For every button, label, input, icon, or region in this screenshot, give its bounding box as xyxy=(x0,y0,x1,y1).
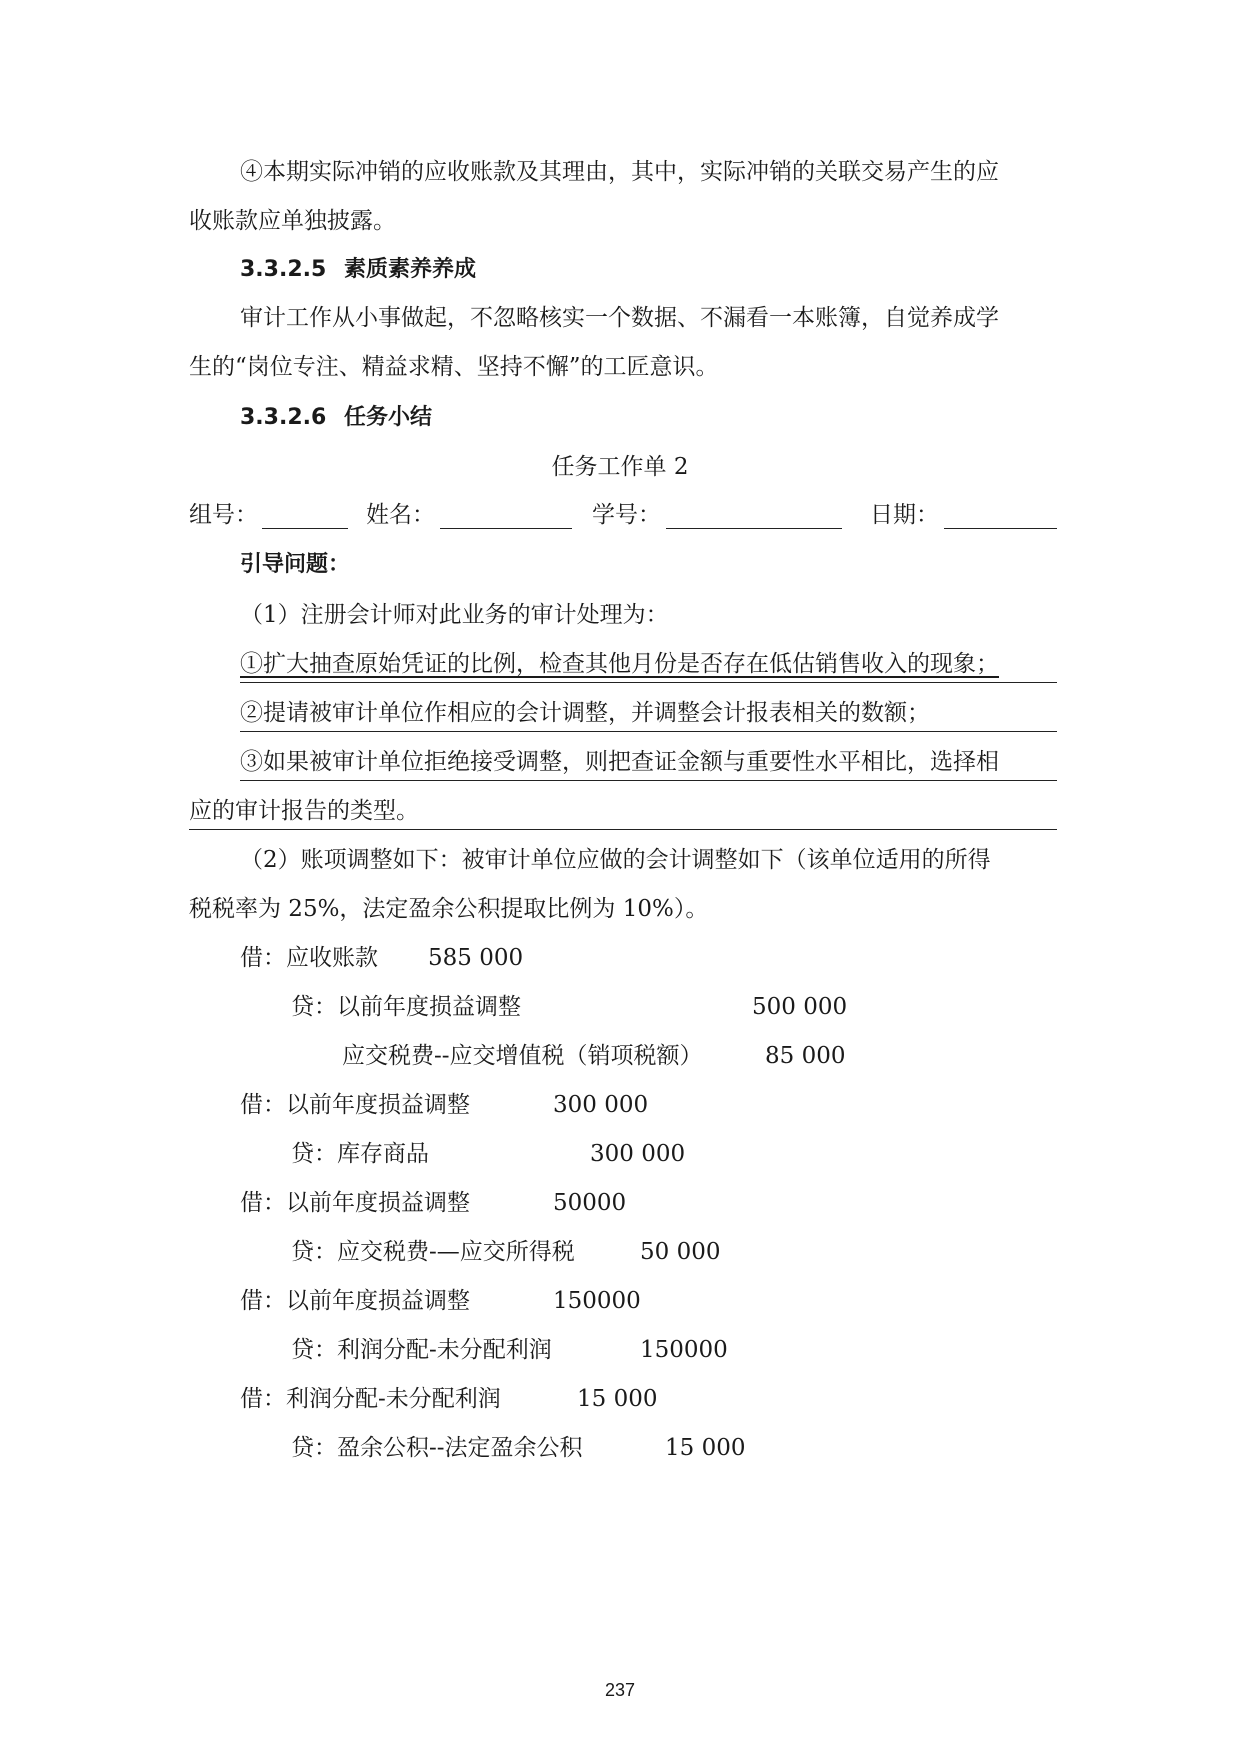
item-4-line-1: ④本期实际冲销的应收账款及其理由，其中，实际冲销的关联交易产生的应 xyxy=(240,159,999,185)
date-label: 日期： xyxy=(870,502,939,528)
group-label: 组号： xyxy=(189,502,258,528)
answer-3-underline-1 xyxy=(240,780,1057,781)
answer-3-underline-2 xyxy=(189,829,1057,830)
section-number: 3.3.2.6 xyxy=(240,405,327,430)
section-number: 3.3.2.5 xyxy=(240,257,327,282)
entry-label: 借：利润分配-未分配利润 xyxy=(240,1386,501,1412)
entry-label: 贷：应交税费-—应交所得税 xyxy=(291,1239,575,1265)
entry-label: 借：以前年度损益调整 xyxy=(240,1092,470,1118)
answer-3-line-2 xyxy=(189,796,419,826)
entry-amount: 300 000 xyxy=(590,1141,686,1167)
answer-2-underline xyxy=(240,731,1057,732)
student-id-blank[interactable] xyxy=(666,528,842,529)
entry-amount: 585 000 xyxy=(428,945,524,971)
student-id-label: 学号： xyxy=(592,502,661,528)
entry-amount: 500 000 xyxy=(752,994,848,1020)
entry-label: 贷：盈余公积--法定盈余公积 xyxy=(291,1435,583,1461)
entry-amount: 300 000 xyxy=(553,1092,649,1118)
section-title: 任务小结 xyxy=(343,405,432,430)
entry-amount: 50 000 xyxy=(640,1239,721,1265)
answer-2 xyxy=(240,698,930,728)
date-blank[interactable] xyxy=(944,528,1057,529)
question-1: （1）注册会计师对此业务的审计处理为： xyxy=(240,602,669,628)
answer-2-text: ②提请被审计单位作相应的会计调整，并调整会计报表相关的数额； xyxy=(240,700,930,726)
entry-amount: 150000 xyxy=(553,1288,641,1314)
page-number: 237 xyxy=(604,1680,636,1700)
question-2-paragraph xyxy=(189,845,1057,943)
entry-label: 应交税费--应交增值税（销项税额） xyxy=(342,1043,703,1069)
item-4-paragraph xyxy=(189,157,1057,255)
entry-label: 借：以前年度损益调整 xyxy=(240,1190,470,1216)
question-2-line-1: （2）账项调整如下：被审计单位应做的会计调整如下（该单位适用的所得 xyxy=(240,847,991,873)
entry-label: 贷：库存商品 xyxy=(291,1141,429,1167)
answer-3-text-1: ③如果被审计单位拒绝接受调整，则把查证金额与重要性水平相比，选择相 xyxy=(240,749,999,775)
quality-line-1: 审计工作从小事做起，不忽略核实一个数据、不漏看一本账簿，自觉养成学 xyxy=(240,305,999,331)
answer-1-underline xyxy=(240,682,1057,683)
answer-3-line-1 xyxy=(240,747,999,777)
answer-1-text: ①扩大抽查原始凭证的比例，检查其他月份是否存在低估销售收入的现象； xyxy=(240,651,999,677)
entry-amount: 150000 xyxy=(640,1337,728,1363)
item-4-line-2: 收账款应单独披露。 xyxy=(189,208,396,234)
entry-amount: 15 000 xyxy=(665,1435,746,1461)
section-title: 素质素养养成 xyxy=(343,257,476,282)
section-heading-3-3-2-6 xyxy=(240,403,432,433)
entry-label: 贷：以前年度损益调整 xyxy=(291,994,521,1020)
entry-label: 贷：利润分配-未分配利润 xyxy=(291,1337,552,1363)
section-heading-3-3-2-5 xyxy=(240,255,476,285)
answer-1 xyxy=(240,649,999,679)
name-label: 姓名： xyxy=(366,502,435,528)
entry-amount: 50000 xyxy=(553,1190,627,1216)
answer-3-text-2: 应的审计报告的类型。 xyxy=(189,798,419,824)
group-blank[interactable] xyxy=(262,528,348,529)
entry-label: 借：应收账款 xyxy=(240,945,378,971)
name-blank[interactable] xyxy=(440,528,572,529)
guide-heading: 引导问题： xyxy=(240,552,351,577)
entry-amount: 15 000 xyxy=(577,1386,658,1412)
entry-label: 借：以前年度损益调整 xyxy=(240,1288,470,1314)
entry-amount: 85 000 xyxy=(765,1043,846,1069)
question-2-line-2: 税税率为 25%，法定盈余公积提取比例为 10%）。 xyxy=(189,896,709,922)
worksheet-title: 任务工作单 2 xyxy=(551,454,689,480)
quality-line-2: 生的“岗位专注、精益求精、坚持不懈”的工匠意识。 xyxy=(189,354,719,380)
quality-paragraph xyxy=(189,303,1057,401)
